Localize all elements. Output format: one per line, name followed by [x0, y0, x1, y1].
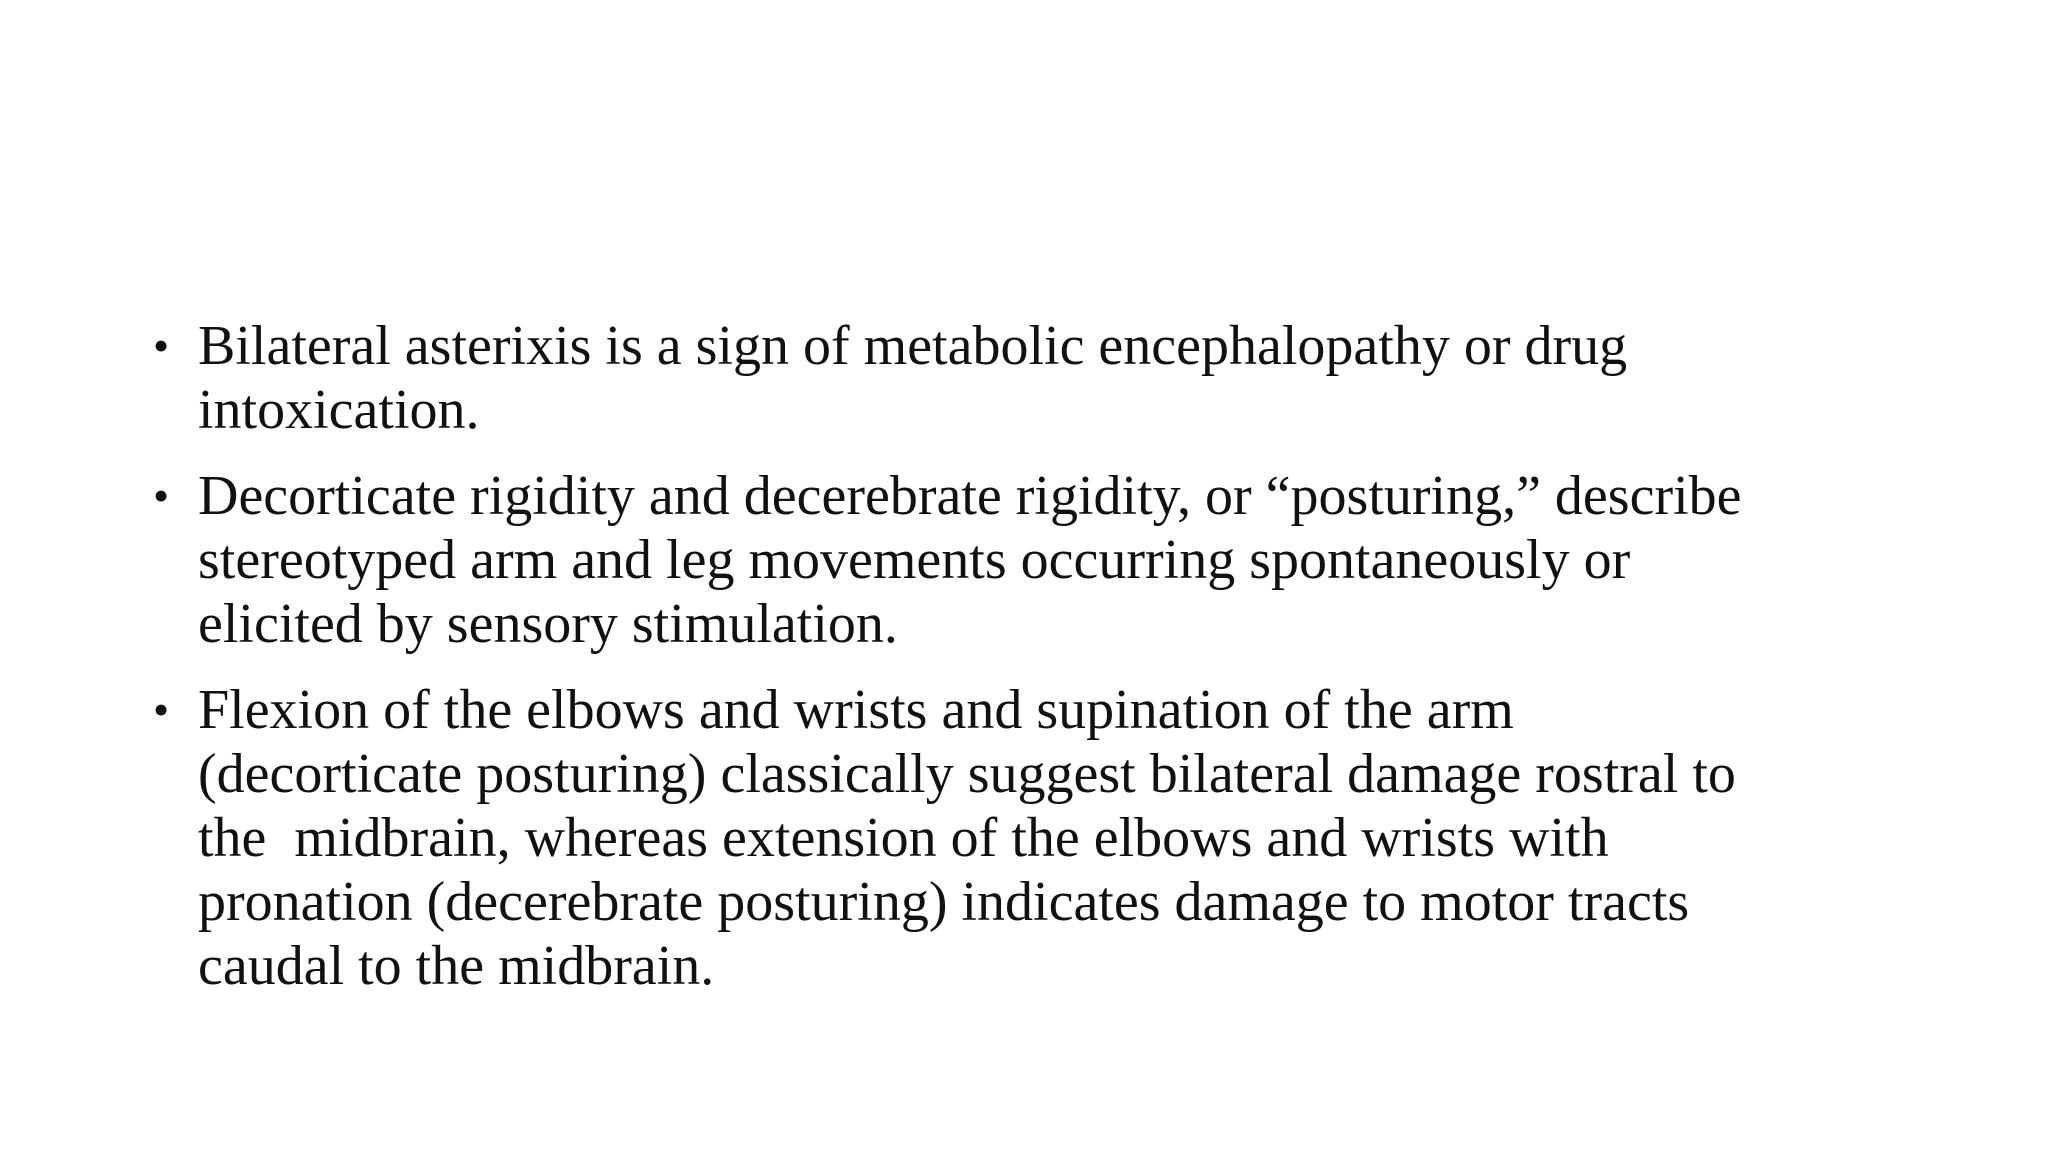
bullet-list — [153, 314, 1883, 1020]
bullet-text-line: pronation (decerebrate posturing) indicates damage to motor tracts — [198, 871, 1690, 933]
bullet-text-line: elicited by sensory stimulation. — [198, 593, 898, 655]
bullet-text-line: caudal to the midbrain. — [198, 935, 715, 997]
bullet-text-line: stereotyped arm and leg movements occurring spontaneously or — [198, 529, 1631, 591]
bullet-text-line: the midbrain, whereas extension of the elbows and wrists with — [198, 807, 1609, 869]
bullet-icon: • — [153, 684, 170, 735]
bullet-text-line: (decorticate posturing) classically suggest bilateral damage rostral to — [198, 743, 1736, 805]
bullet-text-line: intoxication. — [198, 379, 480, 441]
bullet-text-line: Bilateral asterixis is a sign of metabolic encephalopathy or drug — [198, 315, 1628, 377]
bullet-icon: • — [153, 470, 170, 521]
bullet-item-decorticate-decerebrate — [153, 678, 1883, 998]
bullet-text-line: Decorticate rigidity and decerebrate rigidity, or “posturing,” describe — [198, 465, 1742, 527]
bullet-icon: • — [153, 320, 170, 371]
bullet-item-asterixis — [153, 314, 1883, 442]
bullet-text-line: Flexion of the elbows and wrists and supination of the arm — [198, 679, 1514, 741]
bullet-item-posturing — [153, 464, 1883, 656]
